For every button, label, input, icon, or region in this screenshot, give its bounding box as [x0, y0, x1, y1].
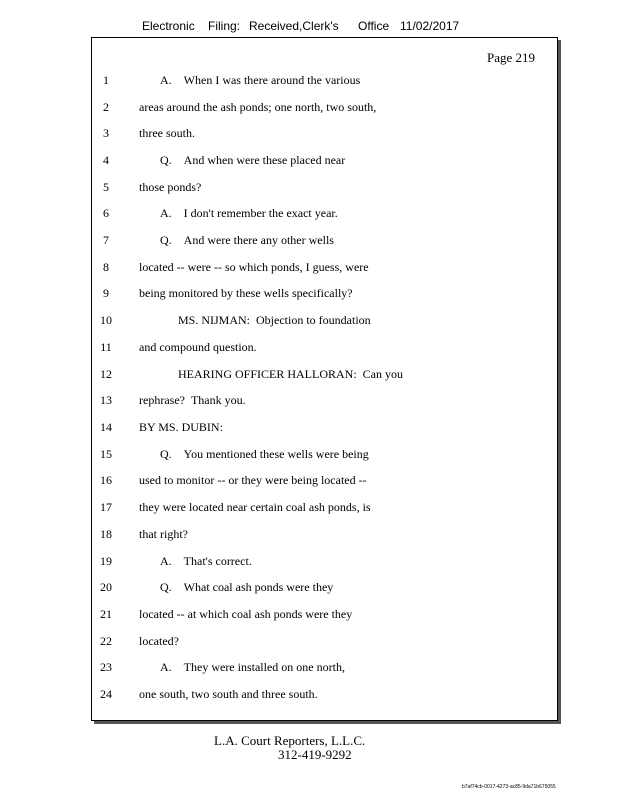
line-number: 17 — [100, 500, 112, 514]
line-text: Q. And when were these placed near — [160, 153, 346, 167]
line-number: 1 — [103, 73, 109, 87]
transcript-line — [0, 634, 560, 652]
transcript-line — [0, 206, 560, 224]
transcript-line — [0, 420, 560, 438]
line-text: MS. NIJMAN: Objection to foundation — [178, 313, 371, 327]
line-number: 5 — [103, 180, 109, 194]
line-text: areas around the ash ponds; one north, two south, — [139, 100, 377, 114]
line-text: being monitored by these wells specifically? — [139, 286, 353, 300]
transcript-line — [0, 286, 560, 304]
line-text: located -- at which coal ash ponds were they — [139, 607, 353, 621]
line-number: 21 — [100, 607, 112, 621]
line-number: 11 — [100, 340, 112, 354]
line-text: located? — [139, 634, 179, 648]
line-text: and compound question. — [139, 340, 257, 354]
line-number: 8 — [103, 260, 109, 274]
line-number: 2 — [103, 100, 109, 114]
transcript-line — [0, 607, 560, 625]
transcript-line — [0, 233, 560, 251]
transcript-line — [0, 260, 560, 278]
line-number: 16 — [100, 473, 112, 487]
transcript-line — [0, 126, 560, 144]
transcript-line — [0, 367, 560, 385]
line-number: 13 — [100, 393, 112, 407]
transcript-line — [0, 500, 560, 518]
line-number: 12 — [100, 367, 112, 381]
line-text: used to monitor -- or they were being located -- — [139, 473, 367, 487]
transcript-line — [0, 580, 560, 598]
filing-received: Received,Clerk's — [249, 19, 339, 33]
transcript-line — [0, 153, 560, 171]
transcript-line — [0, 660, 560, 678]
line-text: A. I don't remember the exact year. — [160, 206, 338, 220]
line-text: three south. — [139, 126, 195, 140]
line-number: 20 — [100, 580, 112, 594]
line-text: rephrase? Thank you. — [139, 393, 246, 407]
transcript-line — [0, 393, 560, 411]
line-number: 7 — [103, 233, 109, 247]
transcript-line — [0, 473, 560, 491]
line-number: 18 — [100, 527, 112, 541]
line-text: located -- were -- so which ponds, I guess, were — [139, 260, 369, 274]
line-text: HEARING OFFICER HALLORAN: Can you — [178, 367, 403, 381]
line-number: 14 — [100, 420, 112, 434]
line-text: A. That's correct. — [160, 554, 252, 568]
transcript-line — [0, 447, 560, 465]
line-number: 10 — [100, 313, 112, 327]
transcript-line — [0, 527, 560, 545]
transcript-line — [0, 313, 560, 331]
filing-header — [0, 19, 618, 35]
line-number: 3 — [103, 126, 109, 140]
line-text: Q. You mentioned these wells were being — [160, 447, 369, 461]
line-text: that right? — [139, 527, 188, 541]
transcript-line — [0, 687, 560, 705]
transcript-line — [0, 100, 560, 118]
line-number: 4 — [103, 153, 109, 167]
line-number: 24 — [100, 687, 112, 701]
line-text: BY MS. DUBIN: — [139, 420, 223, 434]
line-text: they were located near certain coal ash ponds, is — [139, 500, 371, 514]
line-text: Q. And were there any other wells — [160, 233, 334, 247]
filing-date: 11/02/2017 — [400, 19, 460, 33]
page-number: Page 219 — [487, 50, 536, 65]
line-text: one south, two south and three south. — [139, 687, 318, 701]
line-text: Q. What coal ash ponds were they — [160, 580, 334, 594]
line-number: 15 — [100, 447, 112, 461]
line-number: 19 — [100, 554, 112, 568]
reporter-phone: 312-419-9292 — [278, 747, 352, 762]
transcript-line — [0, 340, 560, 358]
line-number: 6 — [103, 206, 109, 220]
line-text: A. When I was there around the various — [160, 73, 361, 87]
line-number: 22 — [100, 634, 112, 648]
document-id: b7af74cb-0017-4273-ac85-9da71b675055 — [462, 784, 556, 790]
transcript-line — [0, 554, 560, 572]
transcript-line — [0, 73, 560, 91]
line-text: those ponds? — [139, 180, 202, 194]
filing-label: Filing: — [208, 19, 241, 33]
filing-electronic: Electronic — [142, 19, 195, 33]
line-number: 9 — [103, 286, 109, 300]
line-text: A. They were installed on one north, — [160, 660, 345, 674]
line-number: 23 — [100, 660, 112, 674]
reporter-company: L.A. Court Reporters, L.L.C. — [214, 733, 366, 748]
filing-office: Office — [358, 19, 390, 33]
transcript-line — [0, 180, 560, 198]
